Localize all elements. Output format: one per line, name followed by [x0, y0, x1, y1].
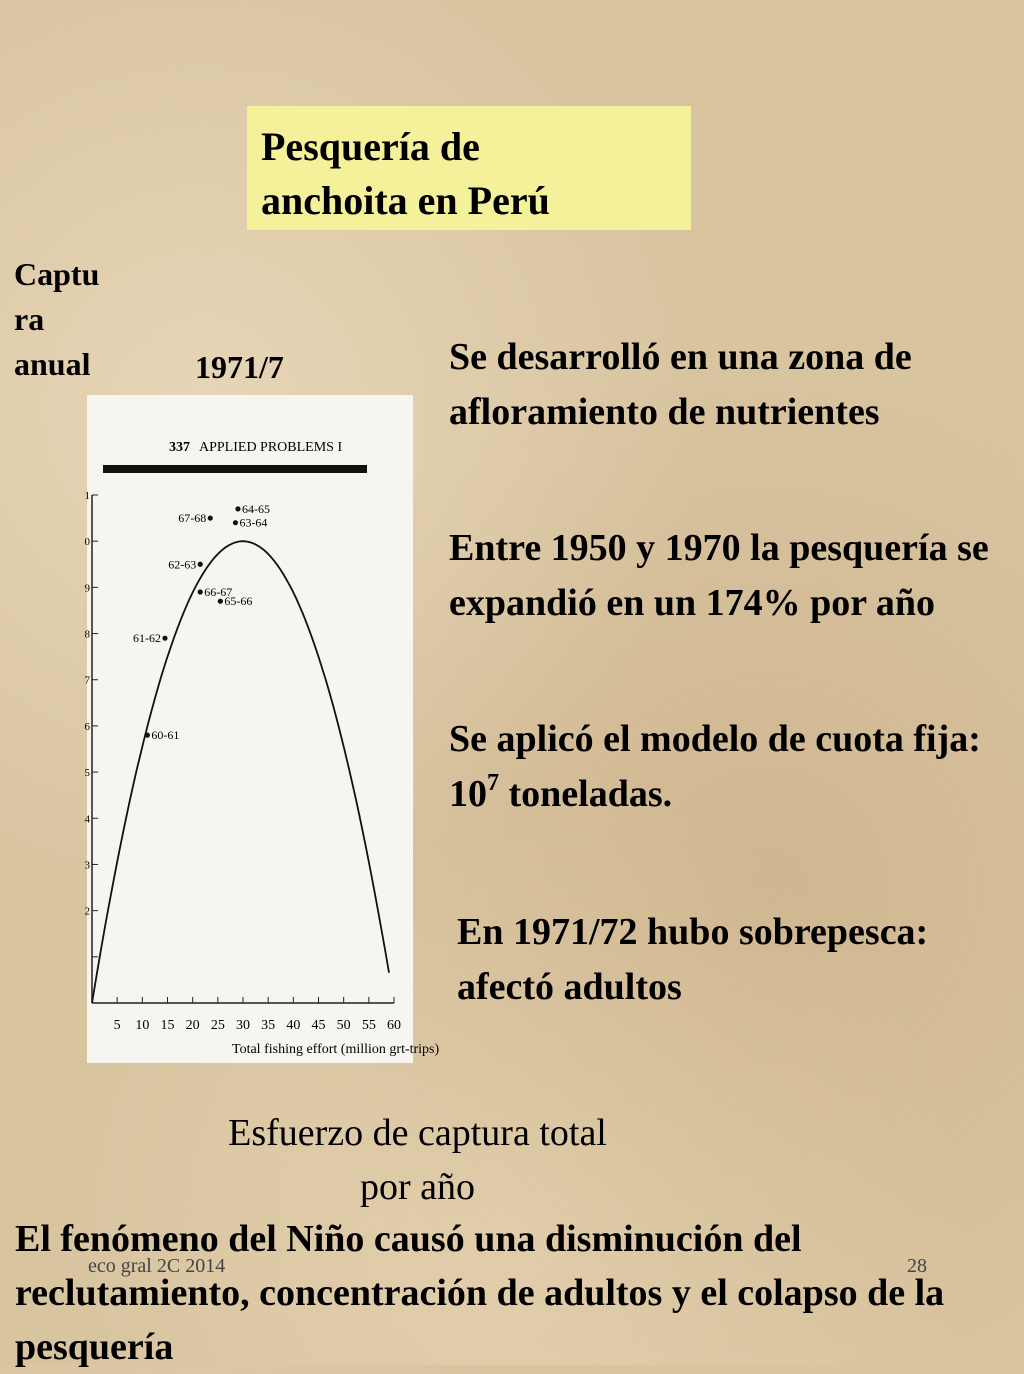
data-point	[198, 589, 203, 594]
data-point-label: 66-67	[204, 584, 233, 599]
data-point	[162, 636, 167, 641]
y-axis-label-line-3: anual	[14, 346, 91, 382]
data-point-label: 62-63	[168, 557, 197, 572]
footer-page-number: 28	[907, 1255, 927, 1277]
header-rule	[103, 465, 367, 473]
year-label-line-1: 1971/7	[195, 349, 284, 385]
data-point	[145, 733, 150, 738]
title-line-2: anchoita en Perú	[261, 178, 550, 223]
x-tick-label: 35	[261, 1018, 276, 1033]
x-tick-label: 45	[311, 1018, 326, 1033]
data-point-label: 63-64	[239, 515, 268, 530]
x-tick-label: 20	[185, 1018, 200, 1033]
data-point-label: 61-62	[132, 631, 161, 646]
y-tick-label: 6	[84, 720, 90, 733]
caption-line-2: por año	[359, 1166, 476, 1208]
y-tick-label: 4	[84, 813, 90, 826]
data-point	[235, 506, 240, 511]
data-point-label: 60-61	[151, 728, 180, 743]
yield-curve	[92, 541, 389, 1003]
y-tick-label: 3	[84, 859, 90, 872]
x-tick-label: 60	[387, 1018, 401, 1033]
x-tick-label: 5	[113, 1018, 121, 1033]
chart-panel	[84, 395, 440, 1063]
data-point-label: 67-68	[178, 511, 207, 526]
x-tick-label: 30	[236, 1018, 250, 1033]
data-point-label: 65-66	[224, 594, 253, 609]
data-point-label: 64-65	[241, 501, 270, 516]
y-axis-label-line-2: ra	[14, 301, 45, 337]
paragraph-upwelling: Se desarrolló en una zona de afloramiento de nutrientes	[449, 336, 912, 433]
x-tick-label: 15	[160, 1018, 175, 1033]
y-axis-label-line-1: Captu	[14, 256, 100, 292]
y-tick-label: 9	[84, 582, 90, 595]
x-tick-label: 25	[210, 1018, 225, 1033]
paragraph-quota	[449, 712, 1009, 822]
y-tick-label: 7	[84, 674, 90, 687]
title-line-1: Pesquería de	[261, 124, 480, 169]
x-tick-label: 50	[336, 1018, 351, 1033]
y-tick-label: 1	[84, 490, 90, 502]
quota-text: Se aplicó el modelo de cuota fija: 10	[449, 718, 981, 815]
data-point	[208, 515, 213, 520]
data-point	[218, 599, 223, 604]
y-tick-label: 2	[84, 905, 90, 918]
chart-curve	[92, 541, 389, 1003]
quota-unit: toneladas.	[499, 773, 673, 815]
chart-axes	[85, 490, 402, 1033]
quota-exponent: 7	[487, 770, 499, 796]
book-header: APPLIED PROBLEMS I	[199, 440, 343, 455]
chart-svg	[84, 395, 440, 1063]
x-tick-label: 40	[286, 1018, 301, 1033]
paragraph-overfishing: En 1971/72 hubo sobrepesca: afectó adultos	[457, 911, 929, 1008]
y-axis-label	[14, 252, 124, 387]
x-tick-label: 55	[361, 1018, 376, 1033]
book-page-number: 337	[169, 440, 190, 455]
x-tick-label: 10	[135, 1018, 150, 1033]
data-point	[233, 520, 238, 525]
nino-conclusion: El fenómeno del Niño causó una disminución del reclutamiento, concentración de adultos y el colapso de la pesquería	[15, 1218, 945, 1368]
title-box	[247, 106, 691, 230]
data-point	[198, 562, 203, 567]
caption-line-1: Esfuerzo de captura total	[228, 1112, 607, 1154]
paragraph-expansion: Entre 1950 y 1970 la pesquería se expandió en un 174% por año	[449, 527, 989, 624]
footer-course: eco gral 2C 2014	[88, 1255, 226, 1277]
x-axis-title: Total fishing effort (million grt-trips)	[232, 1042, 440, 1057]
y-tick-label: 8	[84, 628, 90, 641]
y-tick-label: 5	[84, 767, 90, 780]
y-tick-label: 0	[84, 536, 90, 549]
chart-caption	[140, 1106, 695, 1214]
